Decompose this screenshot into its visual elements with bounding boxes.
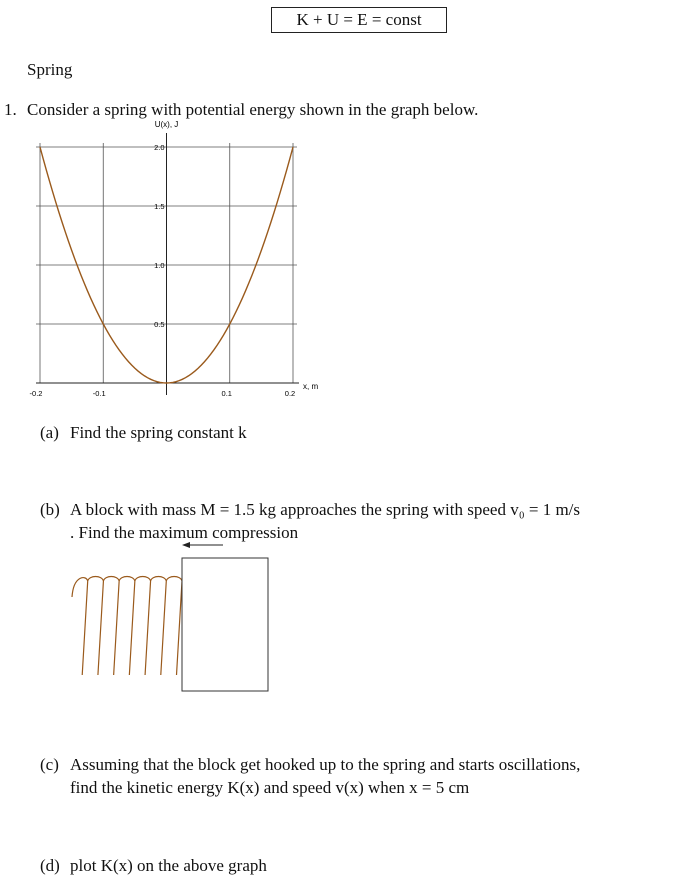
block	[182, 558, 268, 691]
velocity-arrow-icon	[182, 542, 223, 548]
problem-number: 1.	[4, 100, 17, 119]
y-tick-label: 2.0	[154, 143, 165, 152]
chart-tick-labels	[30, 143, 296, 398]
part-c-label: (c)	[40, 755, 59, 774]
section-title: Spring	[27, 60, 73, 79]
x-tick-label: 0.2	[284, 389, 296, 398]
x-tick-label: -0.2	[29, 389, 43, 398]
x-tick-label: 0.1	[221, 389, 232, 398]
y-tick-label: 0.5	[154, 320, 165, 329]
part-b-line2: . Find the maximum compression	[70, 523, 299, 542]
x-tick-label: -0.1	[92, 389, 106, 398]
problem-text: Consider a spring with potential energy shown in the graph below.	[27, 100, 479, 119]
part-a-text: Find the spring constant k	[70, 423, 247, 442]
chart-axes	[36, 133, 299, 395]
potential-energy-chart	[0, 115, 340, 405]
part-b-line1: A block with mass M = 1.5 kg approaches the spring with speed v₀ = 1 m/s	[70, 500, 581, 519]
y-tick-label: 1.5	[154, 202, 165, 211]
part-c-line2: find the kinetic energy K(x) and speed v(x) when x = 5 cm	[70, 778, 470, 797]
energy-equation-box	[271, 7, 447, 33]
energy-equation: K + U = E = const	[296, 10, 422, 29]
part-c-line1: Assuming that the block get hooked up to the spring and starts oscillations,	[70, 755, 581, 774]
y-tick-label: 1.0	[154, 261, 165, 270]
part-a-label: (a)	[40, 423, 59, 442]
part-d-text: plot K(x) on the above graph	[70, 856, 267, 875]
y-axis-label: U(x), J	[154, 120, 179, 129]
part-d-label: (d)	[40, 856, 60, 875]
spring-block-illustration	[60, 535, 280, 695]
part-b-label: (b)	[40, 500, 60, 519]
x-axis-label: x, m	[303, 382, 319, 391]
spring-icon	[72, 577, 182, 676]
